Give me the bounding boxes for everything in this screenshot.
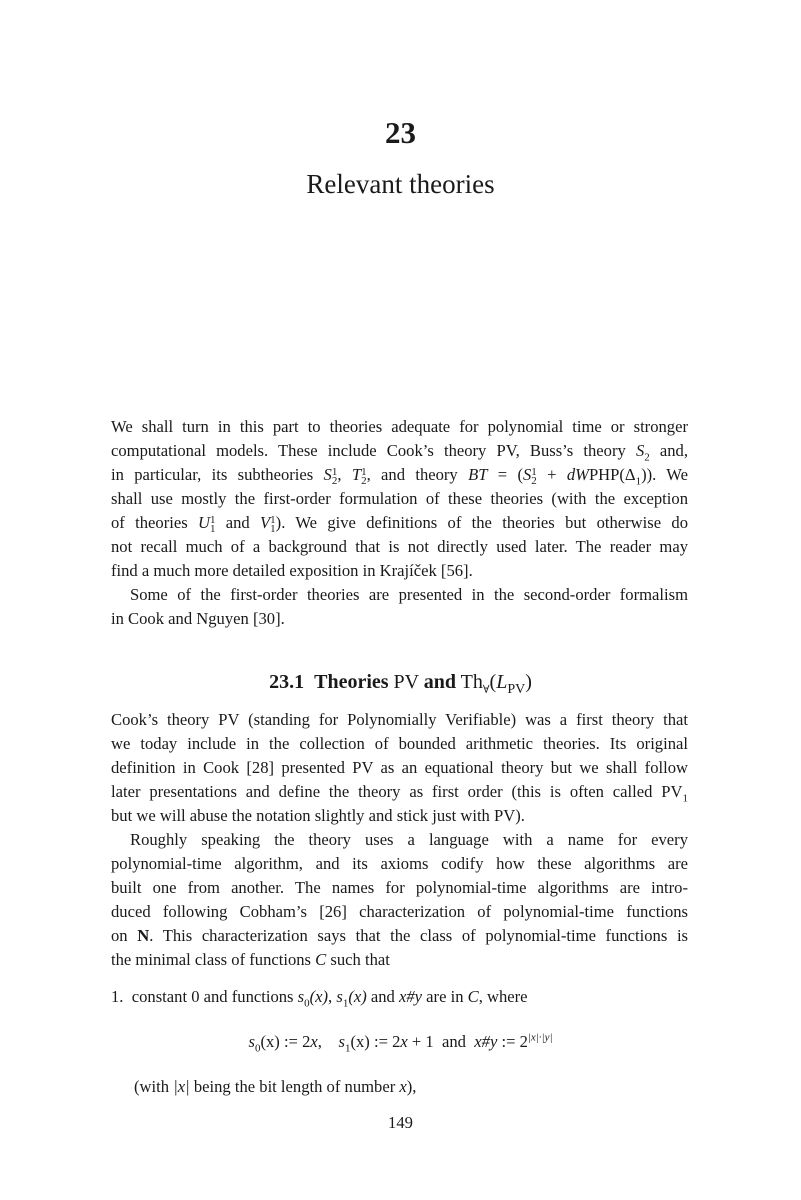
text-line: of theories U 1 1 and V 1 1 ). We give definitions of the theories but otherwise do (111, 513, 688, 535)
text-line: Cook’s theory PV (standing for Polynomially Verifiable) was a first theory that (111, 710, 688, 729)
text-line: on N. This characterization says that the class of polynomial-time functions is (111, 926, 689, 945)
text-line: definition in Cook [28] presented PV as an equational theory but we shall follow (111, 758, 688, 777)
list-note: (with |x| being the bit length of number x), (134, 1077, 417, 1096)
text-line: in Cook and Nguyen [30]. (111, 609, 285, 628)
text-line: polynomial-time algorithm, and its axioms codify how these algorithms are (111, 854, 688, 873)
text-line: not recall much of a background that is not directly used later. The reader may (111, 537, 688, 556)
text-line: but we will abuse the notation slightly and stick just with PV). (111, 806, 525, 825)
text-line: Some of the first-order theories are presented in the second-order formalism (130, 585, 688, 604)
chapter-number: 23 (385, 115, 416, 150)
text-line: in particular, its subtheories S 1 2 , T 1 2 , and theory BT = (S 1 2 + $dWPHP(\Delta_1)$). We (111, 465, 689, 488)
chapter-title: Relevant theories (306, 169, 495, 199)
page-number: 149 (388, 1113, 413, 1132)
display-equation: $s_0(x)$ := 2x, $s_1(x)$ := 2x + 1 and x#y := $2^{|x|\cdot|y|}$ (248, 1031, 553, 1055)
text-line: later presentations and define the theory as first order (this is often called $PV_1$ (111, 782, 688, 805)
text-line: duced following Cobham’s [26] characterization of polynomial-time functions (111, 902, 688, 921)
text-line: computational models. These include Cook’s theory PV, Buss’s theory $S_2$ and, (111, 441, 688, 464)
body-paragraphs (111, 708, 688, 972)
text-line: built one from another. The names for polynomial-time algorithms are intro- (111, 878, 688, 897)
text-line: we today include in the collection of bounded arithmetic theories. Its original (111, 734, 688, 753)
text-line: the minimal class of functions C such that (111, 950, 390, 969)
section-heading: 23.1 Theories PV and $Th_\forall(L_{PV})$ (269, 671, 532, 697)
text-line: shall use mostly the first-order formulation of these theories (with the exception (111, 489, 688, 508)
section-number: 23.1 (269, 671, 305, 693)
text-line: We shall turn in this part to theories adequate for polynomial time or stronger (111, 417, 688, 436)
intro-paragraphs (111, 415, 688, 631)
text-line: find a much more detailed exposition in Krajíček [56]. (111, 561, 473, 580)
list-marker: 1. (111, 987, 124, 1006)
list-item: 1. constant 0 and functions $s_0(x)$, $s_1(x)$ and x#y are in C, where (111, 987, 528, 1010)
text-line: Roughly speaking the theory uses a language with a name for every (130, 830, 688, 849)
